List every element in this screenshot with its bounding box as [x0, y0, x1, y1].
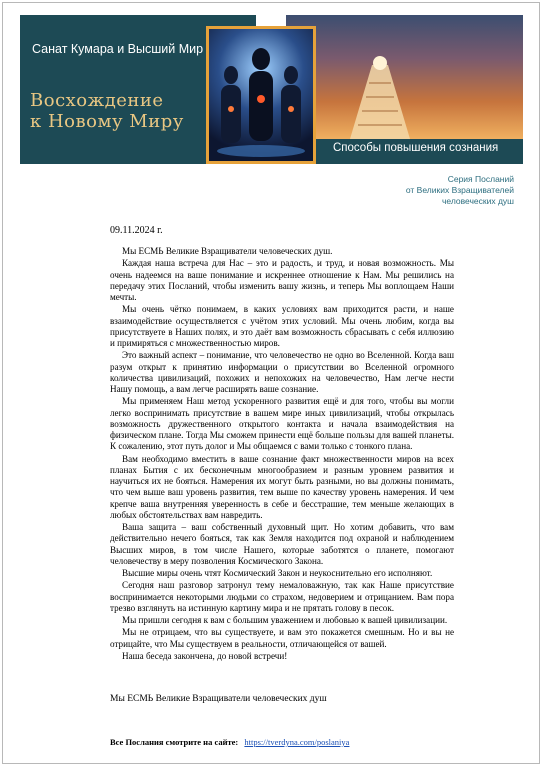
banner-title: Восхождение [30, 90, 164, 111]
signature: Мы ЕСМЬ Великие Взращиватели человеческих душ [110, 694, 327, 704]
stairs-image [310, 55, 450, 139]
paragraph: Каждая наша встреча для Нас – это и радость, и труд, и новая возможность. Мы очень надеемся на ваше понимание и искреннее отношение к Нам. Мы решились на передачу этих Посланий, чтобы изменить вашу жизнь, и теперь Мы воплощаем Наши мечты. [110, 258, 454, 302]
banner-title-line2: к Новому Миру [30, 111, 184, 132]
figures-artwork [206, 26, 316, 164]
website-link[interactable]: https://tverdyna.com/poslaniya [244, 737, 350, 747]
paragraph: Высшие миры очень чтят Космический Закон и неукоснительно его исполняют. [122, 568, 433, 578]
paragraph: Сегодня наш разговор затронул тему немаловажную, так как Наше присутствие воспринимается некоторыми людьми со страхом, недоверием и отрицанием. Вам пора трезво взглянуть на истинную картину мира и не прятать голову в песок. [110, 580, 454, 613]
paragraph: Мы очень чётко понимаем, в каких условиях вам приходится расти, и наше взаимодействие осуществляется с учётом этих условий. Мы очень любим, когда вы присутствуете в Наших полях, и это даёт вам возможность сбрасывать с себя иллюзию и примиряться с множественностью миров. [110, 304, 454, 348]
banner-subtitle: Способы повышения сознания [333, 142, 499, 154]
paragraph: Это важный аспект – понимание, что человечество не одно во Вселенной. Когда ваш разум открыт к принятию информации о присутствии во Вселенной огромного количества цивилизаций, похожих и непохожих на человечество, Нам легче нести Нашу помощь, а вам легче расширять ваше сознание. [110, 350, 454, 394]
paragraph: Вам необходимо вместить в ваше сознание факт множественности миров на всех планах Бытия с их бесконечным многообразием и разным уровнем развития и научиться их не бояться. Намерения их могут быть разными, но вы должны понимать, что чем выше ваш уровень развития, тем выше по качеству уровень намерения. И чем крепче ваша внутренняя уверенность в себе и бесстрашие, тем меньше желающих в любых обстоятельствах вам навредить. [110, 453, 454, 520]
header-banner [20, 15, 523, 164]
series-line: человеческих душ [441, 196, 514, 206]
series-line: от Великих Взращивателей [405, 185, 514, 195]
footer-label: Все Послания смотрите на сайте: [110, 737, 239, 747]
brand-name: Санат Кумара и Высший Мир [32, 42, 204, 56]
footer [110, 737, 349, 747]
message-date: 09.11.2024 г. [110, 225, 163, 236]
figures-icon [209, 29, 313, 161]
message-body [110, 246, 454, 663]
paragraph: Мы не отрицаем, что вы существуете, и вам это покажется смешным. Но и вы не отрицайте, что Мы существуем в реальности, отличающейся от вашей. [110, 627, 454, 649]
series-line: Серия Посланий [447, 174, 514, 184]
greeting: Мы ЕСМЬ Великие Взращиватели человеческих душ. [122, 246, 333, 256]
paragraph: Мы применяем Наш метод ускоренного развития ещё и для того, чтобы вы могли легко воспринимать присутствие в вашем мире иных цивилизаций, чтобы открылась возможность дружественного открытого контакта и начала взаимодействия на физическом плане. Тогда Мы сможем принести ещё больше пользы для вашей планеты. К сожалению, этот путь долог и Мы общаемся с вами только с тонкого плана. [110, 396, 454, 452]
paragraph: Ваша защита – ваш собственный духовный щит. Но хотим добавить, что вам действительно нечего бояться, так как Земля находится под охраной и наблюдением Высших миров, в том числе Нашего, которые заботятся о планете, помогают человечеству в меру позволения Космического Закона. [110, 522, 454, 566]
series-caption [406, 174, 514, 207]
paragraph: Наша беседа закончена, до новой встречи! [122, 650, 288, 661]
paragraph: Мы пришли сегодня к вам с большим уважением и любовью к вашей цивилизации. [122, 615, 448, 625]
